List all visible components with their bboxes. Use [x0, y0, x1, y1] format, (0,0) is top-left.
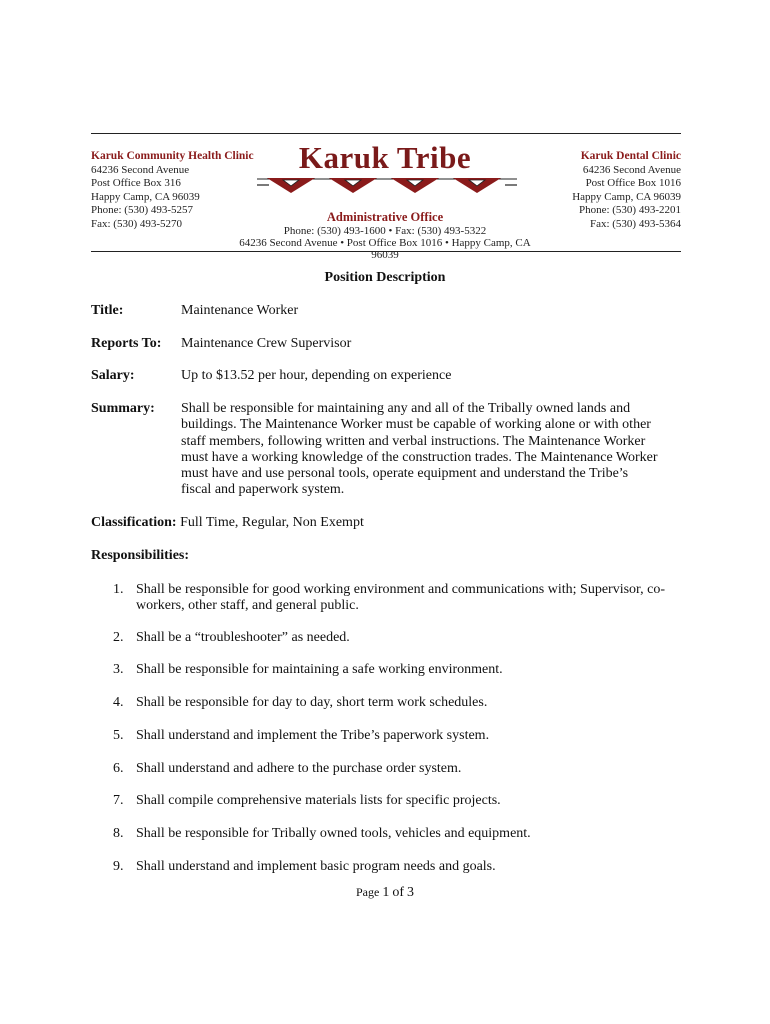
item-number: 9.: [113, 859, 124, 874]
health-clinic-line: 64236 Second Avenue: [91, 163, 190, 176]
page-label: Page: [356, 885, 380, 899]
field-label: Title:: [91, 303, 124, 318]
dental-clinic-line: Fax: (530) 493-5364: [589, 217, 681, 230]
classification-line: [91, 515, 364, 531]
letterhead-top-rule: [91, 133, 681, 134]
field-value: Maintenance Crew Supervisor: [181, 336, 352, 351]
page-total: 3: [407, 885, 414, 900]
field-value: Up to $13.52 per hour, depending on experience: [181, 368, 452, 383]
page-footer: [0, 885, 770, 901]
classification-value: Full Time, Regular, Non Exempt: [180, 515, 364, 530]
health-clinic-line: Fax: (530) 493-5270: [91, 217, 183, 230]
item-text: Shall understand and adhere to the purchase order system.: [136, 761, 462, 776]
page-of: of: [392, 885, 404, 900]
item-number: 1.: [113, 582, 124, 597]
item-number: 8.: [113, 826, 124, 841]
page-number: 1: [382, 885, 390, 900]
dental-clinic-line: Phone: (530) 493-2201: [578, 204, 681, 216]
dental-clinic-name: Karuk Dental Clinic: [580, 150, 681, 162]
field-label: Salary:: [91, 368, 135, 383]
field-value: Shall be responsible for maintaining any and all of the Tribally owned lands and buildings. The Maintenance Worker must be capable of working alone or with other staff members, following written and verbal instructions. The Maintenance Worker must have a working knowledge of the construction trades. The Maintenance Worker must have and use personal tools, operate equipment and understand the Tribe’s fiscal and paperwork system.: [181, 401, 658, 498]
administrative-office-address: 64236 Second Avenue • Post Office Box 1016 • Happy Camp, CA 96039: [239, 237, 531, 261]
item-text: Shall be responsible for Tribally owned tools, vehicles and equipment.: [136, 826, 531, 841]
item-number: 5.: [113, 728, 124, 743]
tribe-logo-pattern-icon: [257, 175, 517, 195]
item-number: 7.: [113, 793, 124, 808]
item-number: 2.: [113, 630, 124, 645]
field-value: Maintenance Worker: [181, 303, 299, 318]
health-clinic-line: Happy Camp, CA 96039: [91, 190, 200, 203]
administrative-office: [225, 210, 545, 261]
dental-clinic-line: Post Office Box 1016: [585, 177, 681, 189]
health-clinic-line: Phone: (530) 493-5257: [91, 204, 194, 216]
item-text: Shall understand and implement the Tribe’s paperwork system.: [136, 728, 490, 743]
item-text: Shall be responsible for day to day, short term work schedules.: [136, 695, 488, 710]
item-text: Shall be responsible for good working environment and communications with; Supervisor, co-workers, other staff, and general public.: [136, 582, 666, 614]
dental-clinic-line: 64236 Second Avenue: [582, 163, 681, 176]
administrative-office-phone: Phone: (530) 493-1600 • Fax: (530) 493-5322: [283, 225, 487, 237]
tribe-logo-title: Karuk Tribe: [298, 140, 472, 175]
administrative-office-name: Administrative Office: [326, 210, 444, 224]
letterhead-bottom-rule: [91, 251, 681, 252]
item-text: Shall be a “troubleshooter” as needed.: [136, 630, 350, 645]
item-number: 4.: [113, 695, 124, 710]
item-text: Shall understand and implement basic program needs and goals.: [136, 859, 496, 874]
health-clinic-name: Karuk Community Health Clinic: [91, 150, 254, 162]
responsibilities-heading: Responsibilities:: [91, 548, 190, 563]
dental-clinic-address: [572, 150, 681, 231]
field-label: Summary:: [91, 401, 155, 416]
item-number: 6.: [113, 761, 124, 776]
health-clinic-line: Post Office Box 316: [91, 177, 181, 189]
item-text: Shall be responsible for maintaining a safe working environment.: [136, 662, 503, 677]
classification-label: Classification:: [91, 515, 177, 530]
item-number: 3.: [113, 662, 124, 677]
document-title: Position Description: [324, 270, 446, 285]
dental-clinic-line: Happy Camp, CA 96039: [572, 190, 681, 203]
item-text: Shall compile comprehensive materials lists for specific projects.: [136, 793, 501, 808]
field-label: Reports To:: [91, 336, 162, 351]
